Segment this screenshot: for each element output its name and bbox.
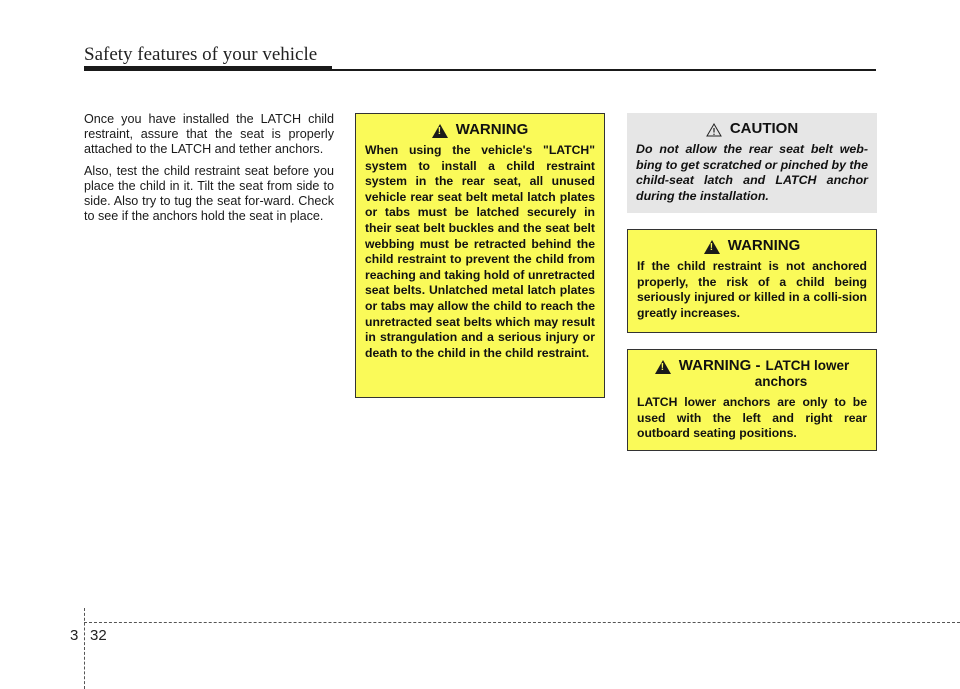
warning-box-latch-lower-anchors	[627, 349, 877, 451]
warning-box-header	[637, 238, 867, 254]
caution-body-text: Do not allow the rear seat belt web-bing to get scratched or pinched by the child-seat latch and LATCH anchor during the installation.	[636, 142, 869, 203]
warning-box-header	[365, 122, 595, 138]
warning-box-header	[637, 358, 867, 374]
body-paragraph-2: Also, test the child restraint seat before you place the child in it. Tilt the seat from side to side. Also try to tug the seat for-ward. Check to see if the anchors hold the seat in place.	[84, 163, 334, 224]
body-text-column	[84, 112, 334, 230]
caution-triangle-icon	[706, 123, 722, 137]
body-paragraph-1: Once you have installed the LATCH child restraint, assure that the seat is properly attached to the LATCH and tether anchors.	[84, 112, 334, 157]
warning-body-text: If the child restraint is not anchored properly, the risk of a child being seriously injured or killed in a colli-sion greatly increases.	[637, 259, 867, 320]
footer-page-number: 32	[90, 627, 107, 644]
page-header-title: Safety features of your vehicle	[84, 44, 318, 65]
footer-divider	[84, 608, 85, 689]
warning-triangle-icon	[432, 124, 448, 138]
warning-body-text: When using the vehicle's "LATCH" system to install a child restraint system in the rear seat, all unused vehicle rear seat belt metal latch plates or tabs must be latched securely in their seat belt buckles and the seat belt webbing must be retracted behind the child restraint to prevent the child from reaching and taking hold of unretracted seat belts. Unlatched metal latch plates or tabs may allow the child to reach the unretracted seat belts which may result in strangulation and a serious injury or death to the child in the child restraint.	[365, 143, 595, 360]
footer-rule	[84, 622, 960, 623]
warning-heading: WARNING -	[678, 357, 761, 374]
caution-box	[627, 113, 877, 213]
caution-box-header	[636, 121, 868, 137]
warning-triangle-icon	[704, 240, 720, 254]
caution-heading: CAUTION	[729, 120, 799, 137]
warning-triangle-icon	[655, 360, 671, 374]
warning-subheading-line1: LATCH lower	[765, 358, 850, 373]
warning-subheading-line2: anchors	[754, 374, 808, 389]
warning-box-anchoring	[627, 229, 877, 333]
warning-heading: WARNING	[455, 121, 529, 138]
footer-chapter-number: 3	[70, 627, 79, 644]
header-rule-thin	[332, 69, 876, 71]
warning-heading: WARNING	[727, 237, 801, 254]
warning-box-latch-system	[355, 113, 605, 398]
header-rule-thick	[84, 66, 332, 71]
warning-body-text: LATCH lower anchors are only to be used with the left and right rear outboard seating positions.	[637, 395, 867, 441]
